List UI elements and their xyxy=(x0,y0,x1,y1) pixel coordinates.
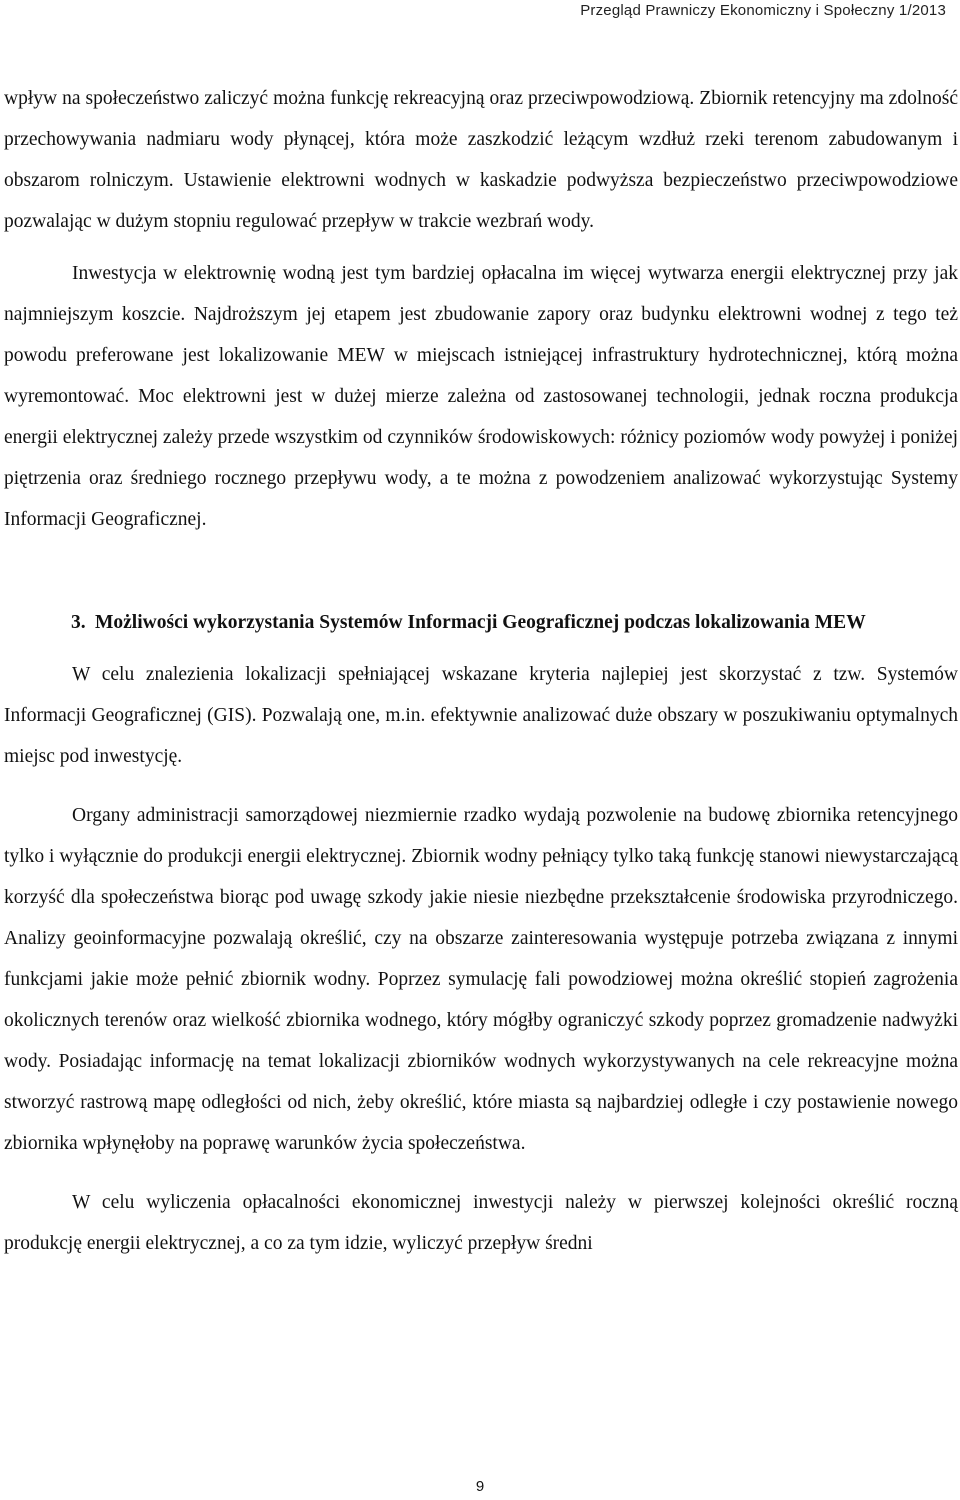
section-heading xyxy=(71,602,958,643)
paragraph: W celu wyliczenia opłacalności ekonomicznej inwestycji należy w pierwszej kolejności określić roczną produkcję energii elektrycznej, a co za tym idzie, wyliczyć przepływ średni xyxy=(4,1192,958,1254)
page-body xyxy=(4,78,958,1264)
section-number: 3. xyxy=(71,612,86,633)
running-header: Przegląd Prawniczy Ekonomiczny i Społeczny 1/2013 xyxy=(580,2,946,19)
section-title: Możliwości wykorzystania Systemów Informacji Geograficznej podczas lokalizowania MEW xyxy=(95,612,866,633)
paragraph: Organy administracji samorządowej niezmiernie rzadko wydają pozwolenie na budowę zbiornika retencyjnego tylko i wyłącznie do produkcji energii elektrycznej. Zbiornik wodny pełniący tylko taką funkcję stanowi niewystarczającą korzyść dla społeczeństwa biorąc pod uwagę szkody jakie niesie niezbędne przekształcenie środowiska przyrodniczego. Analizy geoinformacyjne pozwalają określić, czy na obszarze zainteresowania występuje potrzeba związana z innymi funkcjami jakie może pełnić zbiornik wodny. Poprzez symulację fali powodziowej można określić stopień zagrożenia okolicznych terenów oraz wielkość zbiornika wodnego, który mógłby ograniczyć szkody poprzez gromadzenie nadwyżki wody. Posiadając informację na temat lokalizacji zbiorników wodnych wykorzystywanych na cele rekreacyjne można stworzyć rastrową mapę odległości od nich, żeby określić, które miasta są najbardziej odległe i czy postawienie nowego zbiornika wpłynęłoby na poprawę warunków życia społeczeństwa. xyxy=(4,805,958,1154)
page-number: 9 xyxy=(475,1478,485,1495)
paragraph: wpływ na społeczeństwo zaliczyć można funkcję rekreacyjną oraz przeciwpowodziową. Zbiornik retencyjny ma zdolność przechowywania nadmiaru wody płynącej, która może zaszkodzić leżącym wzdłuż rzeki terenom zabudowanym i obszarom rolniczym. Ustawienie elektrowni wodnych w kaskadzie podwyższa bezpieczeństwo przeciwpowodziowe pozwalając w dużym stopniu regulować przepływ w trakcie wezbrań wody. xyxy=(4,88,958,232)
paragraph: W celu znalezienia lokalizacji spełniającej wskazane kryteria najlepiej jest skorzystać z tzw. Systemów Informacji Geograficznej (GIS). Pozwalają one, m.in. efektywnie analizować duże obszary w poszukiwaniu optymalnych miejsc pod inwestycję. xyxy=(4,664,958,767)
paragraph: Inwestycja w elektrownię wodną jest tym bardziej opłacalna im więcej wytwarza energii elektrycznej przy jak najmniejszym koszcie. Najdroższym jej etapem jest zbudowanie zapory oraz budynku elektrowni wodnej z tego też powodu preferowane jest lokalizowanie MEW w miejscach istniejącej infrastruktury hydrotechnicznej, którą można wyremontować. Moc elektrowni jest w dużej mierze zależna od zastosowanej technologii, jednak roczna produkcja energii elektrycznej zależy przede wszystkim od czynników środowiskowych: różnicy poziomów wody powyżej i poniżej piętrzenia oraz średniego rocznego przepływu wody, a te można z powodzeniem analizować wykorzystując Systemy Informacji Geograficznej. xyxy=(4,263,958,530)
